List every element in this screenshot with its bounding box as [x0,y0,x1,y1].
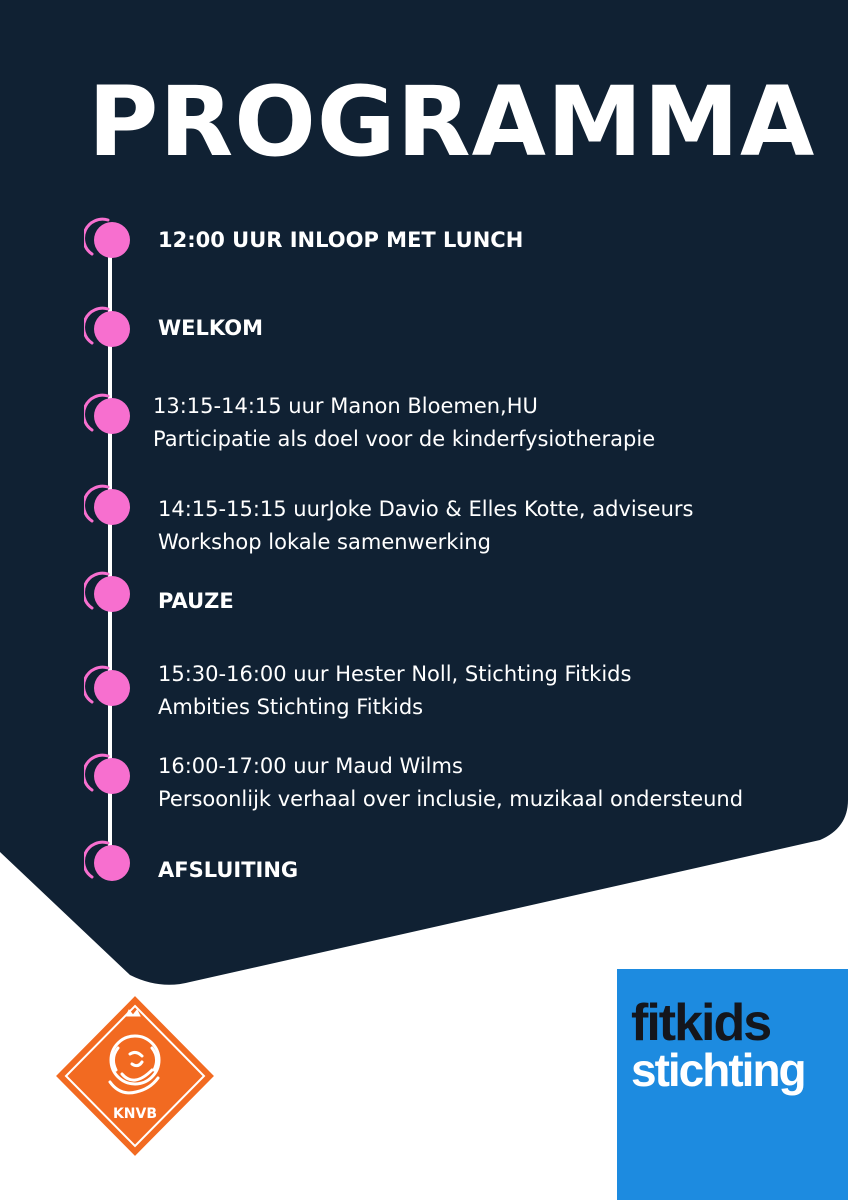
knvb-logo-text: KNVB [112,1106,158,1122]
program-item-line: 16:00-17:00 uur Maud Wilms [158,754,463,778]
timeline-dot-icon [84,392,132,438]
program-item-line: 12:00 UUR INLOOP MET LUNCH [158,228,524,252]
program-item-session-2 [158,493,693,559]
timeline-dot-icon [84,752,132,798]
program-item-afsluiting [158,857,298,883]
program-item-lunch [158,227,523,253]
program-item-line: Workshop lokale samenwerking [158,530,491,554]
timeline-dot-icon [84,483,132,529]
program-item-line: Ambities Stichting Fitkids [158,695,424,719]
page-title: PROGRAMMA [88,66,816,178]
fitkids-logo-line2: stichting [631,1044,805,1096]
program-item-session-3 [158,658,631,724]
program-item-line: WELKOM [158,316,263,340]
fitkids-logo-line1: fitkids [631,994,771,1052]
program-item-line: 14:15-15:15 uurJoke Davio & Elles Kotte, adviseurs [158,497,694,521]
program-item-line: Persoonlijk verhaal over inclusie, muzikaal ondersteund [158,787,744,811]
program-item-session-1 [153,390,655,456]
timeline-dot-icon [84,216,132,262]
program-item-line: Participatie als doel voor de kinderfysiotherapie [153,427,656,451]
program-item-pauze [158,588,234,614]
program-item-line: PAUZE [158,589,234,613]
timeline-dot-icon [84,839,132,885]
timeline-dot-icon [84,570,132,616]
program-item-line: 15:30-16:00 uur Hester Noll, Stichting Fitkids [158,662,632,686]
program-item-line: AFSLUITING [158,858,299,882]
knvb-logo [50,990,220,1162]
program-item-welkom [158,315,263,341]
timeline-dot-icon [84,664,132,710]
timeline-dot-icon [84,305,132,351]
program-item-session-4 [158,750,743,816]
program-item-line: 13:15-14:15 uur Manon Bloemen,HU [153,394,538,418]
fitkids-logo [617,969,848,1200]
